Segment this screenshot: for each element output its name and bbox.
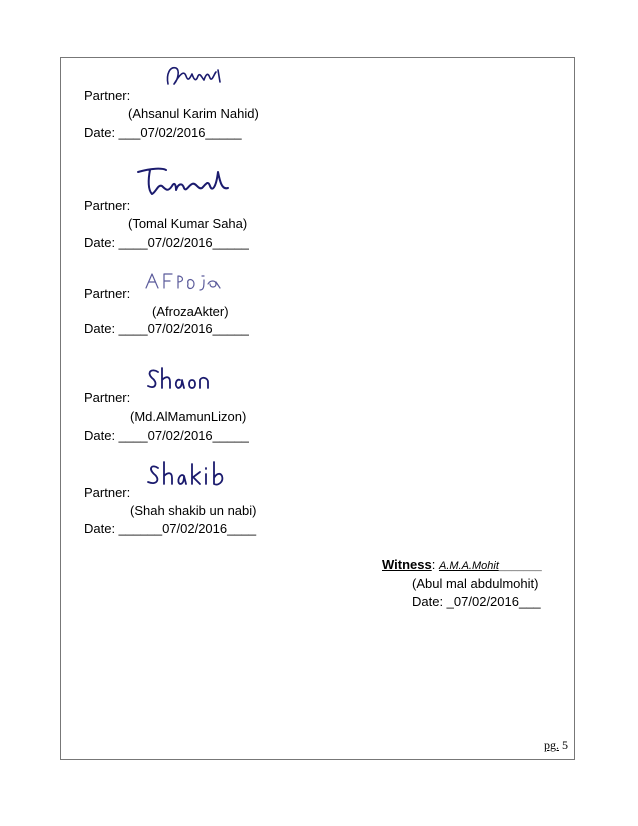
signature-shaon: [144, 364, 214, 394]
partner-2-name: (Tomal Kumar Saha): [128, 216, 248, 231]
page-number-label: pg.: [544, 738, 559, 752]
partner-2-label: Partner:: [84, 198, 131, 213]
witness-line: [382, 557, 542, 574]
partner-5-label: Partner:: [84, 485, 131, 500]
witness-signature: A.M.A.Mohit: [438, 560, 499, 572]
witness-colon: :: [431, 557, 436, 572]
partner-5-name: (Shah shakib un nabi): [130, 503, 257, 518]
witness-label: Witness: [382, 557, 432, 572]
signature-tomal: [132, 162, 240, 202]
page-number: [544, 738, 568, 753]
signature-ahsanul: [160, 60, 228, 94]
partner-4-name: (Md.AlMamunLizon): [130, 409, 247, 424]
partner-2-date: Date: ____07/02/2016_____: [84, 235, 249, 250]
partner-1-date: Date: ___07/02/2016_____: [84, 125, 242, 140]
partner-3-date: Date: ____07/02/2016_____: [84, 321, 249, 336]
witness-signature-line: _______: [498, 560, 542, 572]
partner-5-date: Date: ______07/02/2016____: [84, 521, 257, 536]
partner-1-name: (Ahsanul Karim Nahid): [128, 106, 259, 121]
partner-4-label: Partner:: [84, 390, 131, 405]
partner-4-date: Date: ____07/02/2016_____: [84, 428, 249, 443]
partner-3-label: Partner:: [84, 286, 131, 301]
partner-3-name: (AfrozaAkter): [152, 304, 229, 319]
page-number-value: 5: [562, 738, 568, 752]
signature-shakib: [144, 458, 234, 492]
signature-afroza: [142, 268, 226, 294]
witness-date: Date: _07/02/2016___: [412, 594, 541, 609]
witness-name: (Abul mal abdulmohit): [412, 576, 539, 591]
partner-1-label: Partner:: [84, 88, 131, 103]
